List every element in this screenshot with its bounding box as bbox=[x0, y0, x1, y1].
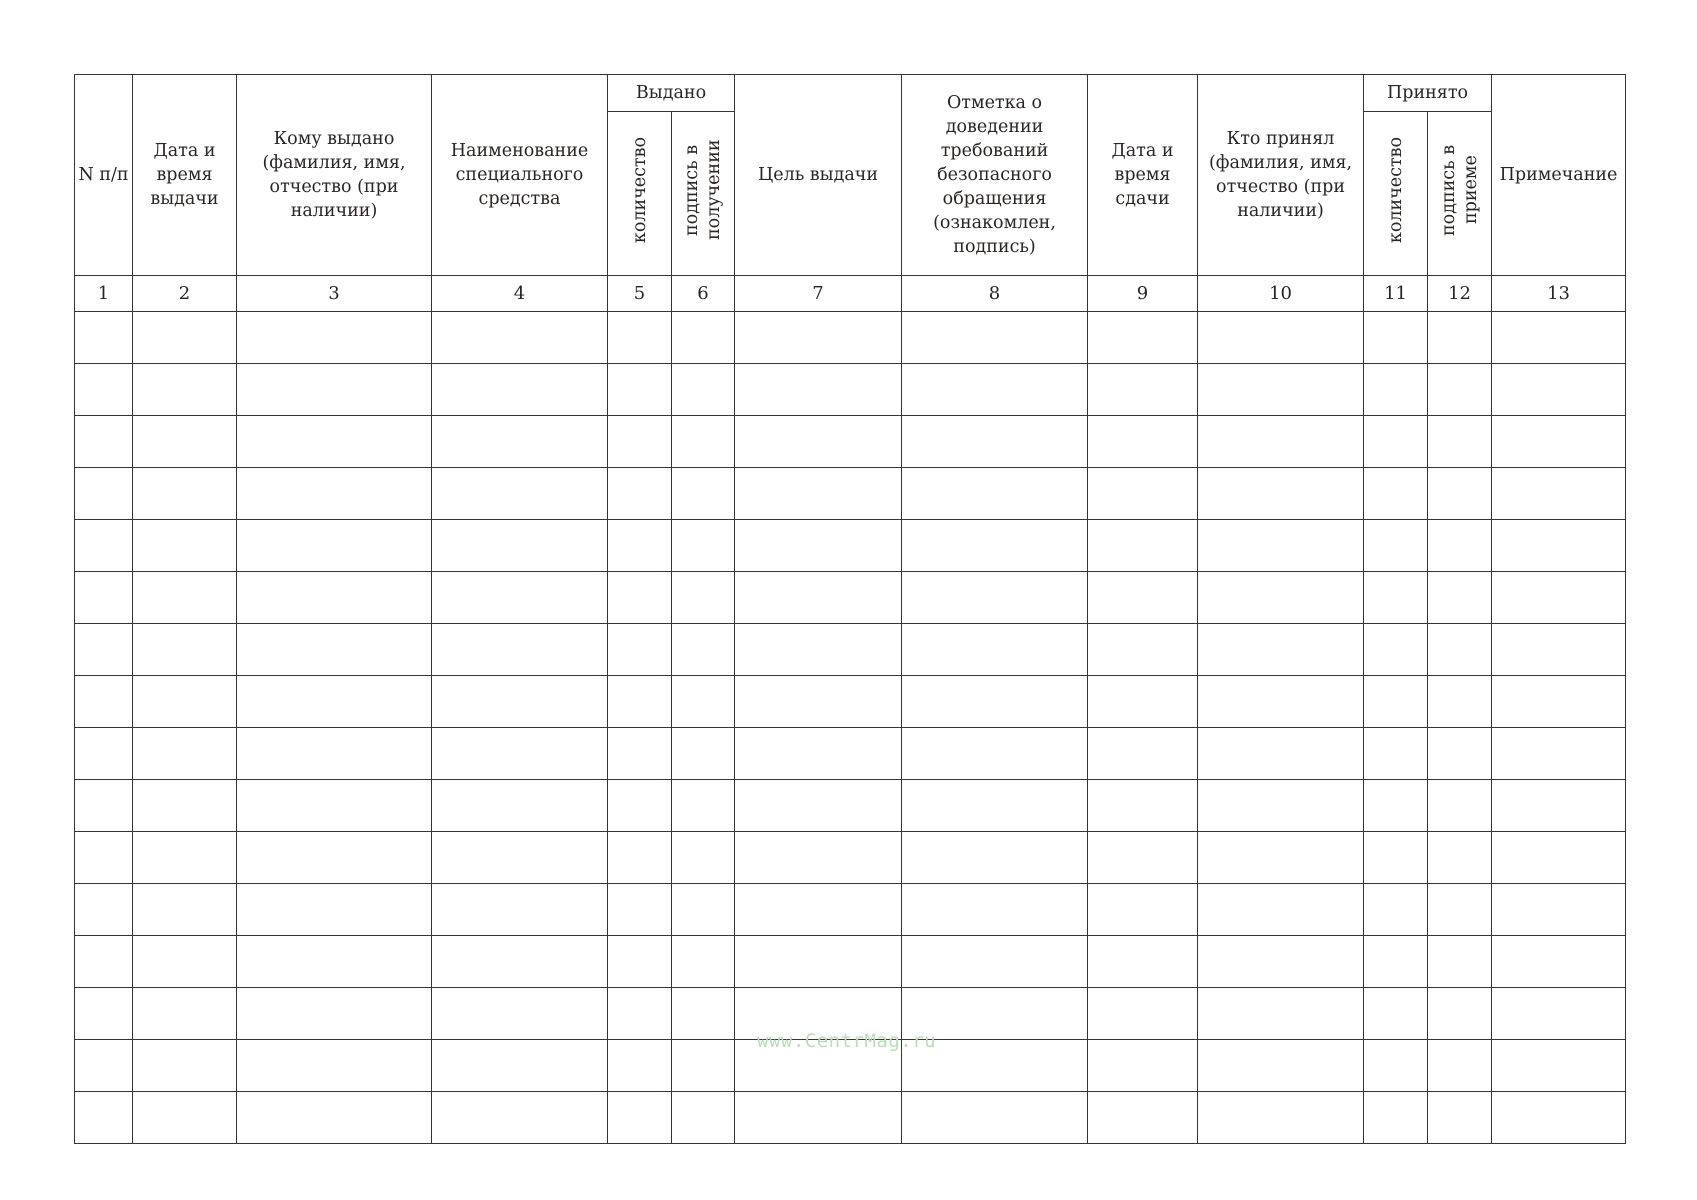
table-cell[interactable] bbox=[237, 676, 432, 728]
table-cell[interactable] bbox=[1492, 728, 1626, 780]
table-cell[interactable] bbox=[608, 832, 672, 884]
table-cell[interactable] bbox=[1364, 572, 1428, 624]
table-cell[interactable] bbox=[735, 312, 902, 364]
table-cell[interactable] bbox=[672, 832, 735, 884]
table-cell[interactable] bbox=[75, 728, 133, 780]
table-cell[interactable] bbox=[432, 416, 608, 468]
table-cell[interactable] bbox=[133, 832, 237, 884]
table-cell[interactable] bbox=[1428, 1040, 1492, 1092]
column-number: 7 bbox=[735, 276, 902, 312]
column-number: 13 bbox=[1492, 276, 1626, 312]
table-row bbox=[75, 676, 1626, 728]
table-cell[interactable] bbox=[1364, 468, 1428, 520]
table-cell[interactable] bbox=[133, 676, 237, 728]
table-cell[interactable] bbox=[1198, 676, 1364, 728]
table-cell[interactable] bbox=[1198, 416, 1364, 468]
table-cell[interactable] bbox=[1364, 832, 1428, 884]
table-cell[interactable] bbox=[608, 676, 672, 728]
table-cell[interactable] bbox=[902, 416, 1088, 468]
table-cell[interactable] bbox=[608, 520, 672, 572]
table-cell[interactable] bbox=[672, 936, 735, 988]
table-cell[interactable] bbox=[1492, 1040, 1626, 1092]
column-number: 1 bbox=[75, 276, 133, 312]
table-cell[interactable] bbox=[902, 832, 1088, 884]
table-cell[interactable] bbox=[75, 1092, 133, 1144]
column-number: 12 bbox=[1428, 276, 1492, 312]
table-cell[interactable] bbox=[432, 572, 608, 624]
table-cell[interactable] bbox=[1198, 520, 1364, 572]
table-cell[interactable] bbox=[133, 884, 237, 936]
table-cell[interactable] bbox=[1198, 312, 1364, 364]
table-cell[interactable] bbox=[608, 1040, 672, 1092]
table-cell[interactable] bbox=[672, 572, 735, 624]
column-number-row bbox=[75, 276, 1626, 312]
table-cell[interactable] bbox=[133, 468, 237, 520]
table-cell[interactable] bbox=[1088, 624, 1198, 676]
table-cell[interactable] bbox=[1364, 520, 1428, 572]
table-cell[interactable] bbox=[672, 728, 735, 780]
table-cell[interactable] bbox=[432, 624, 608, 676]
table-cell[interactable] bbox=[1364, 624, 1428, 676]
column-number: 3 bbox=[237, 276, 432, 312]
table-cell[interactable] bbox=[75, 468, 133, 520]
table-cell[interactable] bbox=[1088, 1040, 1198, 1092]
table-body bbox=[75, 276, 1626, 1144]
table-cell[interactable] bbox=[75, 832, 133, 884]
table-cell[interactable] bbox=[133, 988, 237, 1040]
table-cell[interactable] bbox=[902, 728, 1088, 780]
table-cell[interactable] bbox=[133, 936, 237, 988]
table-cell[interactable] bbox=[1198, 832, 1364, 884]
table-cell[interactable] bbox=[608, 936, 672, 988]
table-cell[interactable] bbox=[75, 520, 133, 572]
table-row bbox=[75, 936, 1626, 988]
table-cell[interactable] bbox=[1088, 832, 1198, 884]
table-row bbox=[75, 312, 1626, 364]
table-cell[interactable] bbox=[1492, 312, 1626, 364]
table-cell[interactable] bbox=[672, 988, 735, 1040]
table-cell[interactable] bbox=[672, 364, 735, 416]
table-cell[interactable] bbox=[432, 988, 608, 1040]
column-number: 6 bbox=[672, 276, 735, 312]
table-cell[interactable] bbox=[1428, 728, 1492, 780]
table-cell[interactable] bbox=[1088, 572, 1198, 624]
table-cell[interactable] bbox=[432, 884, 608, 936]
table-cell[interactable] bbox=[1492, 364, 1626, 416]
table-cell[interactable] bbox=[1088, 936, 1198, 988]
table-cell[interactable] bbox=[1088, 364, 1198, 416]
column-number: 5 bbox=[608, 276, 672, 312]
header-issued-to: Кому выдано (фамилия, имя, отчество (при наличии) bbox=[237, 75, 432, 276]
header-item-name: Наименование специального средства bbox=[432, 75, 608, 276]
table-cell[interactable] bbox=[672, 676, 735, 728]
accepted-quantity-label: количество bbox=[1385, 136, 1406, 244]
table-cell[interactable] bbox=[133, 728, 237, 780]
table-row bbox=[75, 364, 1626, 416]
table-cell[interactable] bbox=[237, 468, 432, 520]
table-cell[interactable] bbox=[133, 572, 237, 624]
table-cell[interactable] bbox=[1492, 520, 1626, 572]
table-cell[interactable] bbox=[1428, 312, 1492, 364]
table-cell[interactable] bbox=[1198, 780, 1364, 832]
table-cell[interactable] bbox=[133, 624, 237, 676]
table-cell[interactable] bbox=[1088, 1092, 1198, 1144]
table-cell[interactable] bbox=[133, 312, 237, 364]
accepted-signature-label: подпись в приеме bbox=[1438, 144, 1481, 236]
table-cell[interactable] bbox=[672, 1040, 735, 1092]
table-cell[interactable] bbox=[902, 624, 1088, 676]
table-cell[interactable] bbox=[735, 364, 902, 416]
table-cell[interactable] bbox=[1364, 884, 1428, 936]
table-row bbox=[75, 572, 1626, 624]
issued-quantity-label: количество bbox=[629, 136, 650, 244]
table-cell[interactable] bbox=[1492, 416, 1626, 468]
table-row bbox=[75, 832, 1626, 884]
table-cell[interactable] bbox=[133, 1092, 237, 1144]
table-cell[interactable] bbox=[672, 312, 735, 364]
table-cell[interactable] bbox=[432, 780, 608, 832]
table-cell[interactable] bbox=[1428, 416, 1492, 468]
header-notes: Примечание bbox=[1492, 75, 1626, 276]
table-cell[interactable] bbox=[75, 988, 133, 1040]
table-cell[interactable] bbox=[1198, 624, 1364, 676]
table-cell[interactable] bbox=[672, 780, 735, 832]
table-cell[interactable] bbox=[1428, 520, 1492, 572]
table-cell[interactable] bbox=[1364, 416, 1428, 468]
table-cell[interactable] bbox=[75, 676, 133, 728]
table-cell[interactable] bbox=[237, 1092, 432, 1144]
table-cell[interactable] bbox=[1088, 988, 1198, 1040]
table-cell[interactable] bbox=[1428, 780, 1492, 832]
table-cell[interactable] bbox=[1088, 884, 1198, 936]
table-cell[interactable] bbox=[432, 832, 608, 884]
table-cell[interactable] bbox=[735, 624, 902, 676]
table-cell[interactable] bbox=[735, 468, 902, 520]
issued-signature-label: подпись в получении bbox=[682, 139, 724, 241]
table-cell[interactable] bbox=[1492, 780, 1626, 832]
table-cell[interactable] bbox=[735, 728, 902, 780]
header-row-number: N п/п bbox=[75, 75, 133, 276]
table-cell[interactable] bbox=[1198, 1092, 1364, 1144]
table-cell[interactable] bbox=[1088, 728, 1198, 780]
table-cell[interactable] bbox=[1428, 1092, 1492, 1144]
table-cell[interactable] bbox=[1364, 676, 1428, 728]
table-cell[interactable] bbox=[672, 468, 735, 520]
table-row bbox=[75, 416, 1626, 468]
header-accepted-signature bbox=[1428, 112, 1492, 276]
table-cell[interactable] bbox=[735, 780, 902, 832]
table-cell[interactable] bbox=[75, 780, 133, 832]
table-cell[interactable] bbox=[902, 780, 1088, 832]
column-number: 10 bbox=[1198, 276, 1364, 312]
table-cell[interactable] bbox=[672, 1092, 735, 1144]
table-row bbox=[75, 520, 1626, 572]
table-cell[interactable] bbox=[237, 364, 432, 416]
table-cell[interactable] bbox=[608, 728, 672, 780]
table-cell[interactable] bbox=[237, 884, 432, 936]
table-cell[interactable] bbox=[133, 1040, 237, 1092]
table-cell[interactable] bbox=[608, 884, 672, 936]
header-return-datetime: Дата и время сдачи bbox=[1088, 75, 1198, 276]
table-cell[interactable] bbox=[902, 676, 1088, 728]
table-cell[interactable] bbox=[735, 572, 902, 624]
table-cell[interactable] bbox=[237, 780, 432, 832]
table-cell[interactable] bbox=[432, 1092, 608, 1144]
table-cell[interactable] bbox=[1364, 1040, 1428, 1092]
table-cell[interactable] bbox=[1198, 988, 1364, 1040]
table-cell[interactable] bbox=[608, 312, 672, 364]
table-cell[interactable] bbox=[735, 676, 902, 728]
table-cell[interactable] bbox=[237, 832, 432, 884]
watermark: www.CentrMag.ru bbox=[757, 1030, 937, 1052]
table-cell[interactable] bbox=[1198, 364, 1364, 416]
table-cell[interactable] bbox=[735, 884, 902, 936]
table-cell[interactable] bbox=[75, 416, 133, 468]
table-cell[interactable] bbox=[1364, 936, 1428, 988]
table-row bbox=[75, 468, 1626, 520]
table-cell[interactable] bbox=[1428, 884, 1492, 936]
table-cell[interactable] bbox=[432, 936, 608, 988]
table-cell[interactable] bbox=[608, 1092, 672, 1144]
table-cell[interactable] bbox=[735, 832, 902, 884]
table-cell[interactable] bbox=[1088, 520, 1198, 572]
table-cell[interactable] bbox=[902, 884, 1088, 936]
table-cell[interactable] bbox=[1428, 624, 1492, 676]
table-cell[interactable] bbox=[133, 520, 237, 572]
table-cell[interactable] bbox=[1428, 572, 1492, 624]
table-cell[interactable] bbox=[1428, 364, 1492, 416]
table-cell[interactable] bbox=[1492, 884, 1626, 936]
table-cell[interactable] bbox=[1492, 1092, 1626, 1144]
column-number: 4 bbox=[432, 276, 608, 312]
table-cell[interactable] bbox=[1088, 312, 1198, 364]
table-cell[interactable] bbox=[432, 676, 608, 728]
table-cell[interactable] bbox=[735, 416, 902, 468]
table-cell[interactable] bbox=[1364, 780, 1428, 832]
table-cell[interactable] bbox=[1088, 416, 1198, 468]
table-cell[interactable] bbox=[902, 520, 1088, 572]
table-cell[interactable] bbox=[735, 1092, 902, 1144]
table-cell[interactable] bbox=[902, 936, 1088, 988]
table-cell[interactable] bbox=[608, 416, 672, 468]
table-cell[interactable] bbox=[237, 728, 432, 780]
table-cell[interactable] bbox=[1364, 364, 1428, 416]
table-cell[interactable] bbox=[1492, 572, 1626, 624]
header-safety-briefing: Отметка о доведении требований безопасного обращения (ознакомлен, подпись) bbox=[902, 75, 1088, 276]
table-cell[interactable] bbox=[432, 728, 608, 780]
header-accepted-quantity bbox=[1364, 112, 1428, 276]
table-cell[interactable] bbox=[1198, 1040, 1364, 1092]
table-cell[interactable] bbox=[237, 520, 432, 572]
table-cell[interactable] bbox=[1088, 780, 1198, 832]
table-cell[interactable] bbox=[1198, 936, 1364, 988]
table-cell[interactable] bbox=[75, 312, 133, 364]
table-cell[interactable] bbox=[902, 364, 1088, 416]
table-cell[interactable] bbox=[1364, 988, 1428, 1040]
table-cell[interactable] bbox=[237, 572, 432, 624]
table-cell[interactable] bbox=[237, 988, 432, 1040]
table-cell[interactable] bbox=[902, 468, 1088, 520]
column-number: 2 bbox=[133, 276, 237, 312]
table-cell[interactable] bbox=[75, 936, 133, 988]
table-cell[interactable] bbox=[133, 780, 237, 832]
table-cell[interactable] bbox=[432, 1040, 608, 1092]
table-row bbox=[75, 780, 1626, 832]
table-cell[interactable] bbox=[608, 572, 672, 624]
table-cell[interactable] bbox=[432, 468, 608, 520]
table-cell[interactable] bbox=[432, 520, 608, 572]
header-row-top bbox=[75, 75, 1626, 112]
table-cell[interactable] bbox=[1088, 468, 1198, 520]
table-cell[interactable] bbox=[75, 1040, 133, 1092]
header-issued-quantity bbox=[608, 112, 672, 276]
header-issued-signature bbox=[672, 112, 735, 276]
journal-table bbox=[74, 74, 1626, 1144]
table-cell[interactable] bbox=[237, 936, 432, 988]
table-cell[interactable] bbox=[1198, 468, 1364, 520]
table-cell[interactable] bbox=[432, 312, 608, 364]
column-number: 11 bbox=[1364, 276, 1428, 312]
table-cell[interactable] bbox=[1198, 728, 1364, 780]
table-cell[interactable] bbox=[432, 364, 608, 416]
table-cell[interactable] bbox=[75, 364, 133, 416]
table-cell[interactable] bbox=[1198, 884, 1364, 936]
table-cell[interactable] bbox=[133, 364, 237, 416]
table-cell[interactable] bbox=[1428, 988, 1492, 1040]
table-cell[interactable] bbox=[608, 364, 672, 416]
table-cell[interactable] bbox=[1492, 624, 1626, 676]
table-cell[interactable] bbox=[1492, 468, 1626, 520]
table-cell[interactable] bbox=[1492, 988, 1626, 1040]
table-cell[interactable] bbox=[672, 624, 735, 676]
table-cell[interactable] bbox=[608, 468, 672, 520]
table-cell[interactable] bbox=[608, 780, 672, 832]
table-cell[interactable] bbox=[672, 884, 735, 936]
table-cell[interactable] bbox=[237, 624, 432, 676]
table-cell[interactable] bbox=[1428, 936, 1492, 988]
table-cell[interactable] bbox=[1492, 676, 1626, 728]
table-row bbox=[75, 1092, 1626, 1144]
table-cell[interactable] bbox=[133, 416, 237, 468]
table-cell[interactable] bbox=[672, 416, 735, 468]
header-purpose: Цель выдачи bbox=[735, 75, 902, 276]
table-cell[interactable] bbox=[1428, 832, 1492, 884]
table-cell[interactable] bbox=[1364, 1092, 1428, 1144]
table-cell[interactable] bbox=[735, 936, 902, 988]
table-cell[interactable] bbox=[1088, 676, 1198, 728]
table-cell[interactable] bbox=[1364, 728, 1428, 780]
table-cell[interactable] bbox=[608, 988, 672, 1040]
header-issued-group: Выдано bbox=[608, 75, 735, 112]
table-cell[interactable] bbox=[1428, 468, 1492, 520]
table-cell[interactable] bbox=[75, 624, 133, 676]
table-cell[interactable] bbox=[1428, 676, 1492, 728]
table-row bbox=[75, 728, 1626, 780]
table-cell[interactable] bbox=[237, 1040, 432, 1092]
table-cell[interactable] bbox=[672, 520, 735, 572]
header-accepted-group: Принято bbox=[1364, 75, 1492, 112]
table-cell[interactable] bbox=[237, 416, 432, 468]
header-received-by: Кто принял (фамилия, имя, отчество (при наличии) bbox=[1198, 75, 1364, 276]
table-cell[interactable] bbox=[75, 884, 133, 936]
table-cell[interactable] bbox=[1198, 572, 1364, 624]
table-row bbox=[75, 624, 1626, 676]
table-cell[interactable] bbox=[1492, 832, 1626, 884]
table-cell[interactable] bbox=[735, 520, 902, 572]
column-number: 9 bbox=[1088, 276, 1198, 312]
column-number: 8 bbox=[902, 276, 1088, 312]
header-issue-datetime: Дата и время выдачи bbox=[133, 75, 237, 276]
table-cell[interactable] bbox=[1364, 312, 1428, 364]
table-row bbox=[75, 884, 1626, 936]
table-cell[interactable] bbox=[902, 572, 1088, 624]
table-cell[interactable] bbox=[1492, 936, 1626, 988]
table-cell[interactable] bbox=[902, 312, 1088, 364]
table-cell[interactable] bbox=[902, 1092, 1088, 1144]
table-cell[interactable] bbox=[75, 572, 133, 624]
table-cell[interactable] bbox=[608, 624, 672, 676]
table-cell[interactable] bbox=[237, 312, 432, 364]
